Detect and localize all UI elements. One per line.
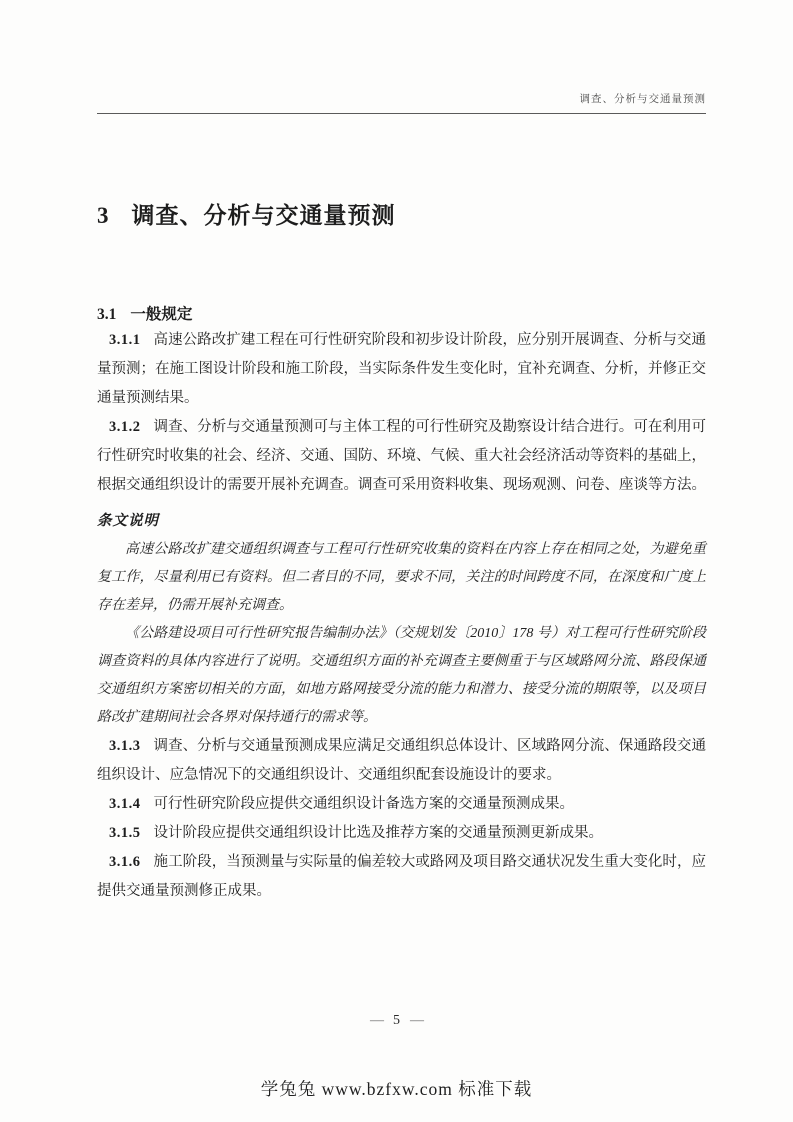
- footer-watermark: 学兔兔 www.bzfxw.com 标准下载: [260, 1079, 533, 1099]
- clause-number: 3.1.2: [109, 419, 141, 435]
- header-rule: [97, 113, 706, 114]
- commentary-heading: 条文说明: [97, 513, 159, 529]
- commentary-paragraph: 《公路建设项目可行性研究报告编制办法》（交规划发〔2010〕178 号）对工程可行性研究阶段调查资料的具体内容进行了说明。交通组织方面的补充调查主要侧重于与区域路网分流、路段保通交通组织方案密切相关的方面，如地方路网接受分流的能力和潜力、接受分流的期限等，以及项目路改扩建期间社会各界对保持通行的需求等。: [97, 626, 706, 725]
- clause-number: 3.1.4: [109, 796, 141, 812]
- page-content: [97, 0, 706, 906]
- clause-text: 施工阶段，当预测量与实际量的偏差较大或路网及项目路交通状况发生重大变化时，应提供交通量预测修正成果。: [97, 854, 706, 899]
- clause-text: 高速公路改扩建工程在可行性研究阶段和初步设计阶段，应分别开展调查、分析与交通量预测；在施工图设计阶段和施工阶段，当实际条件发生变化时，宜补充调查、分析，并修正交通量预测结果。: [97, 332, 706, 406]
- clause-text: 设计阶段应提供交通组织设计比选及推荐方案的交通量预测更新成果。: [153, 825, 603, 841]
- clause-number: 3.1.3: [109, 738, 141, 754]
- chapter-title-text: 调查、分析与交通量预测: [131, 203, 396, 228]
- section-number: 3.1: [97, 306, 117, 323]
- clause-3-1-1: [97, 326, 706, 413]
- page-number-dash-right: —: [410, 1013, 423, 1028]
- page-number: [0, 1012, 793, 1030]
- clause-3-1-4: [97, 790, 706, 819]
- clause-3-1-6: [97, 848, 706, 906]
- running-header: 调查、分析与交通量预测: [579, 94, 706, 105]
- clause-3-1-2: [97, 413, 706, 500]
- section-title-text: 一般规定: [130, 306, 193, 323]
- page-number-value: 5: [393, 1013, 400, 1028]
- clause-number: 3.1.5: [109, 825, 141, 841]
- clause-text: 调查、分析与交通量预测成果应满足交通组织总体设计、区域路网分流、保通路段交通组织设计、应急情况下的交通组织设计、交通组织配套设施设计的要求。: [97, 738, 706, 783]
- section-title: [97, 304, 706, 326]
- clause-text: 可行性研究阶段应提供交通组织设计备选方案的交通量预测成果。: [153, 796, 574, 812]
- clause-number: 3.1.6: [109, 854, 141, 870]
- clause-number: 3.1.1: [109, 332, 141, 348]
- page-number-dash-left: —: [370, 1013, 383, 1028]
- chapter-number: 3: [97, 203, 110, 228]
- chapter-title: [97, 200, 706, 232]
- clause-3-1-3: [97, 732, 706, 790]
- clause-3-1-5: [97, 819, 706, 848]
- commentary-paragraph: 高速公路改扩建交通组织调查与工程可行性研究收集的资料在内容上存在相同之处，为避免重复工作，尽量利用已有资料。但二者目的不同，要求不同，关注的时间跨度不同，在深度和广度上存在差异，仍需开展补充调查。: [97, 542, 706, 613]
- clause-text: 调查、分析与交通量预测可与主体工程的可行性研究及勘察设计结合进行。可在利用可行性研究时收集的社会、经济、交通、国防、环境、气候、重大社会经济活动等资料的基础上，根据交通组织设计的需要开展补充调查。调查可采用资料收集、现场观测、问卷、座谈等方法。: [97, 419, 706, 493]
